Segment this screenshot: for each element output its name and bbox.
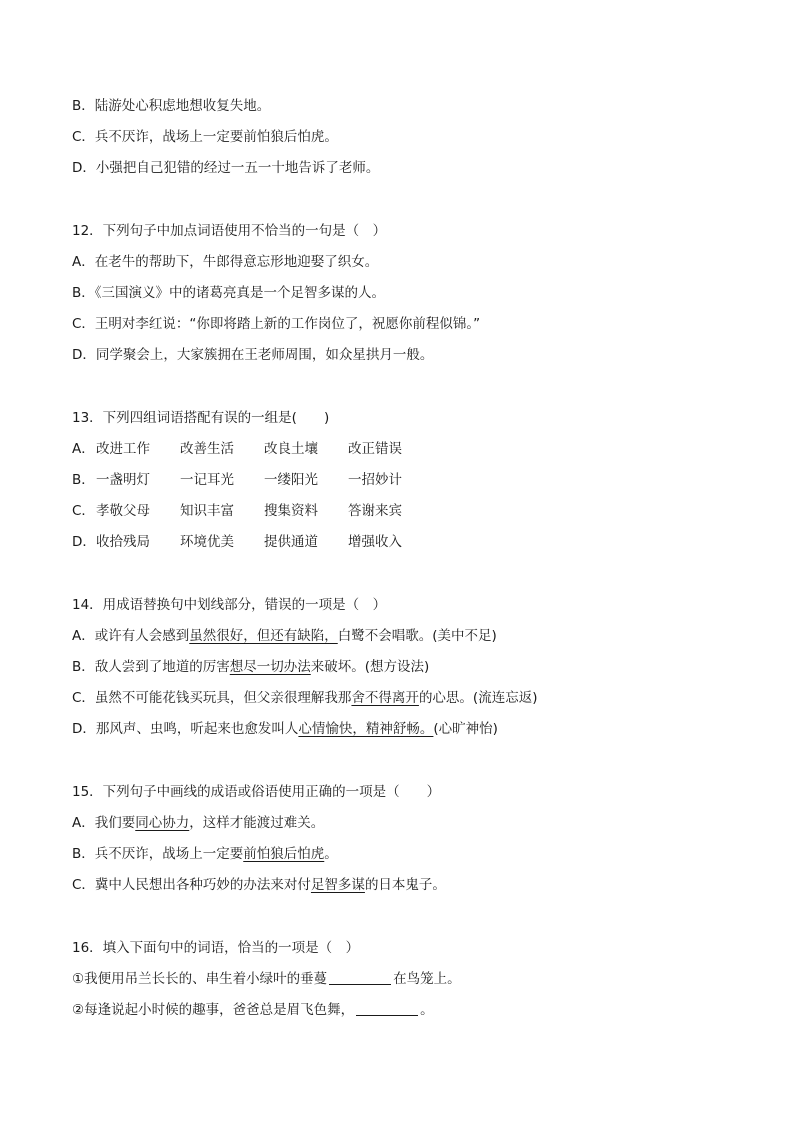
q11-option-b: B．陆游处心积虑地想收复失地。 [72, 98, 271, 114]
q14-stem: 14．用成语替换句中划线部分，错误的一项是（ ） [72, 597, 387, 613]
sentence-text: ①我便用吊兰长长的、串生着小绿叶的垂蔓 [72, 971, 328, 987]
underlined-phrase: 舍不得离开 [351, 690, 419, 706]
option-label: C． [72, 503, 95, 519]
sentence-text: C．冀中人民想出各种巧妙的办法来对付 [72, 877, 311, 893]
underlined-phrase: 前怕狼后怕虎 [243, 846, 325, 862]
q15-stem: 15．下列句子中画线的成语或俗语使用正确的一项是（ ） [72, 784, 441, 800]
sentence-text: B．敌人尝到了地道的厉害 [72, 659, 230, 675]
word-cell: 搜集资料 [264, 503, 318, 519]
word-cell: 一盏明灯 [96, 472, 150, 488]
sentence-text: 。 [324, 846, 338, 862]
q12-option-a: A．在老牛的帮助下，牛郎得意忘形地迎娶了织女。 [72, 254, 379, 270]
word-cell: 答谢来宾 [348, 503, 402, 519]
q16-stem: 16．填入下面句中的词语，恰当的一项是（ ） [72, 940, 360, 956]
word-cell: 改正错误 [348, 441, 402, 457]
q12-option-d: D．同学聚会上，大家簇拥在王老师周围，如众星拱月一般。 [72, 347, 434, 363]
q16-sentence-2 [72, 1001, 434, 1019]
q12-option-b: B．《三国演义》中的诸葛亮真是一个足智多谋的人。 [72, 285, 386, 301]
sentence-text: ，这样才能渡过难关。 [189, 815, 325, 831]
word-cell: 一招妙计 [348, 472, 402, 488]
option-label: A． [72, 441, 95, 457]
underlined-phrase: 虽然很好，但还有缺陷， [189, 628, 338, 644]
underlined-phrase: 心情愉快，精神舒畅。 [298, 721, 434, 737]
underlined-phrase: 想尽一切办法 [229, 659, 311, 675]
sentence-text: (心旷神怡) [433, 721, 498, 737]
word-cell: 改进工作 [96, 441, 150, 457]
q15-option-c [72, 876, 446, 894]
q15-option-b [72, 845, 338, 863]
word-cell: 一缕阳光 [264, 472, 318, 488]
option-label: B． [72, 472, 95, 488]
q14-option-a [72, 627, 497, 645]
sentence-text: 来破坏。(想方设法) [310, 659, 430, 675]
sentence-text: 的日本鬼子。 [364, 877, 446, 893]
q14-option-c [72, 689, 537, 707]
q13-option-a [72, 440, 432, 458]
word-cell: 知识丰富 [180, 503, 234, 519]
q14-option-b [72, 658, 429, 676]
q14-option-d [72, 720, 498, 738]
sentence-text: 。 [420, 1002, 434, 1018]
q12-stem: 12．下列句子中加点词语使用不恰当的一句是（ ） [72, 223, 387, 239]
option-label: D． [72, 534, 96, 550]
word-cell: 改善生活 [180, 441, 234, 457]
underlined-phrase: 同心协力 [135, 815, 190, 831]
sentence-text: 在鸟笼上。 [393, 971, 461, 987]
q11-option-d: D．小强把自己犯错的经过一五一十地告诉了老师。 [72, 160, 380, 176]
sentence-text: D．那风声、虫鸣，听起来也愈发叫人 [72, 721, 299, 737]
sentence-text: A．我们要 [72, 815, 136, 831]
word-cell: 孝敬父母 [96, 503, 150, 519]
sentence-text: A．或许有人会感到 [72, 628, 190, 644]
underlined-phrase: 足智多谋 [310, 877, 365, 893]
answer-blank [356, 1001, 418, 1016]
word-cell: 增强收入 [348, 534, 402, 550]
word-cell: 一记耳光 [180, 472, 234, 488]
q12-option-c: C．王明对李红说：“你即将踏上新的工作岗位了，祝愿你前程似锦。” [72, 316, 481, 332]
q13-option-c [72, 502, 432, 520]
q13-stem: 13．下列四组词语搭配有误的一组是( ) [72, 410, 330, 426]
q13-option-b [72, 471, 432, 489]
sentence-text: C．虽然不可能花钱买玩具，但父亲很理解我那 [72, 690, 352, 706]
word-cell: 收拾残局 [96, 534, 150, 550]
answer-blank [329, 970, 391, 985]
q16-sentence-1 [72, 970, 461, 988]
sentence-text: B．兵不厌诈，战场上一定要 [72, 846, 244, 862]
word-cell: 环境优美 [180, 534, 234, 550]
sentence-text: 白鹭不会唱歌。(美中不足) [337, 628, 497, 644]
word-cell: 改良土壤 [264, 441, 318, 457]
sentence-text: 的心思。(流连忘返) [418, 690, 538, 706]
q13-option-d [72, 533, 432, 551]
q11-option-c: C．兵不厌诈，战场上一定要前怕狼后怕虎。 [72, 129, 338, 145]
q15-option-a [72, 814, 324, 832]
word-cell: 提供通道 [264, 534, 318, 550]
sentence-text: ②每逢说起小时候的趣事，爸爸总是眉飞色舞， [72, 1002, 355, 1018]
